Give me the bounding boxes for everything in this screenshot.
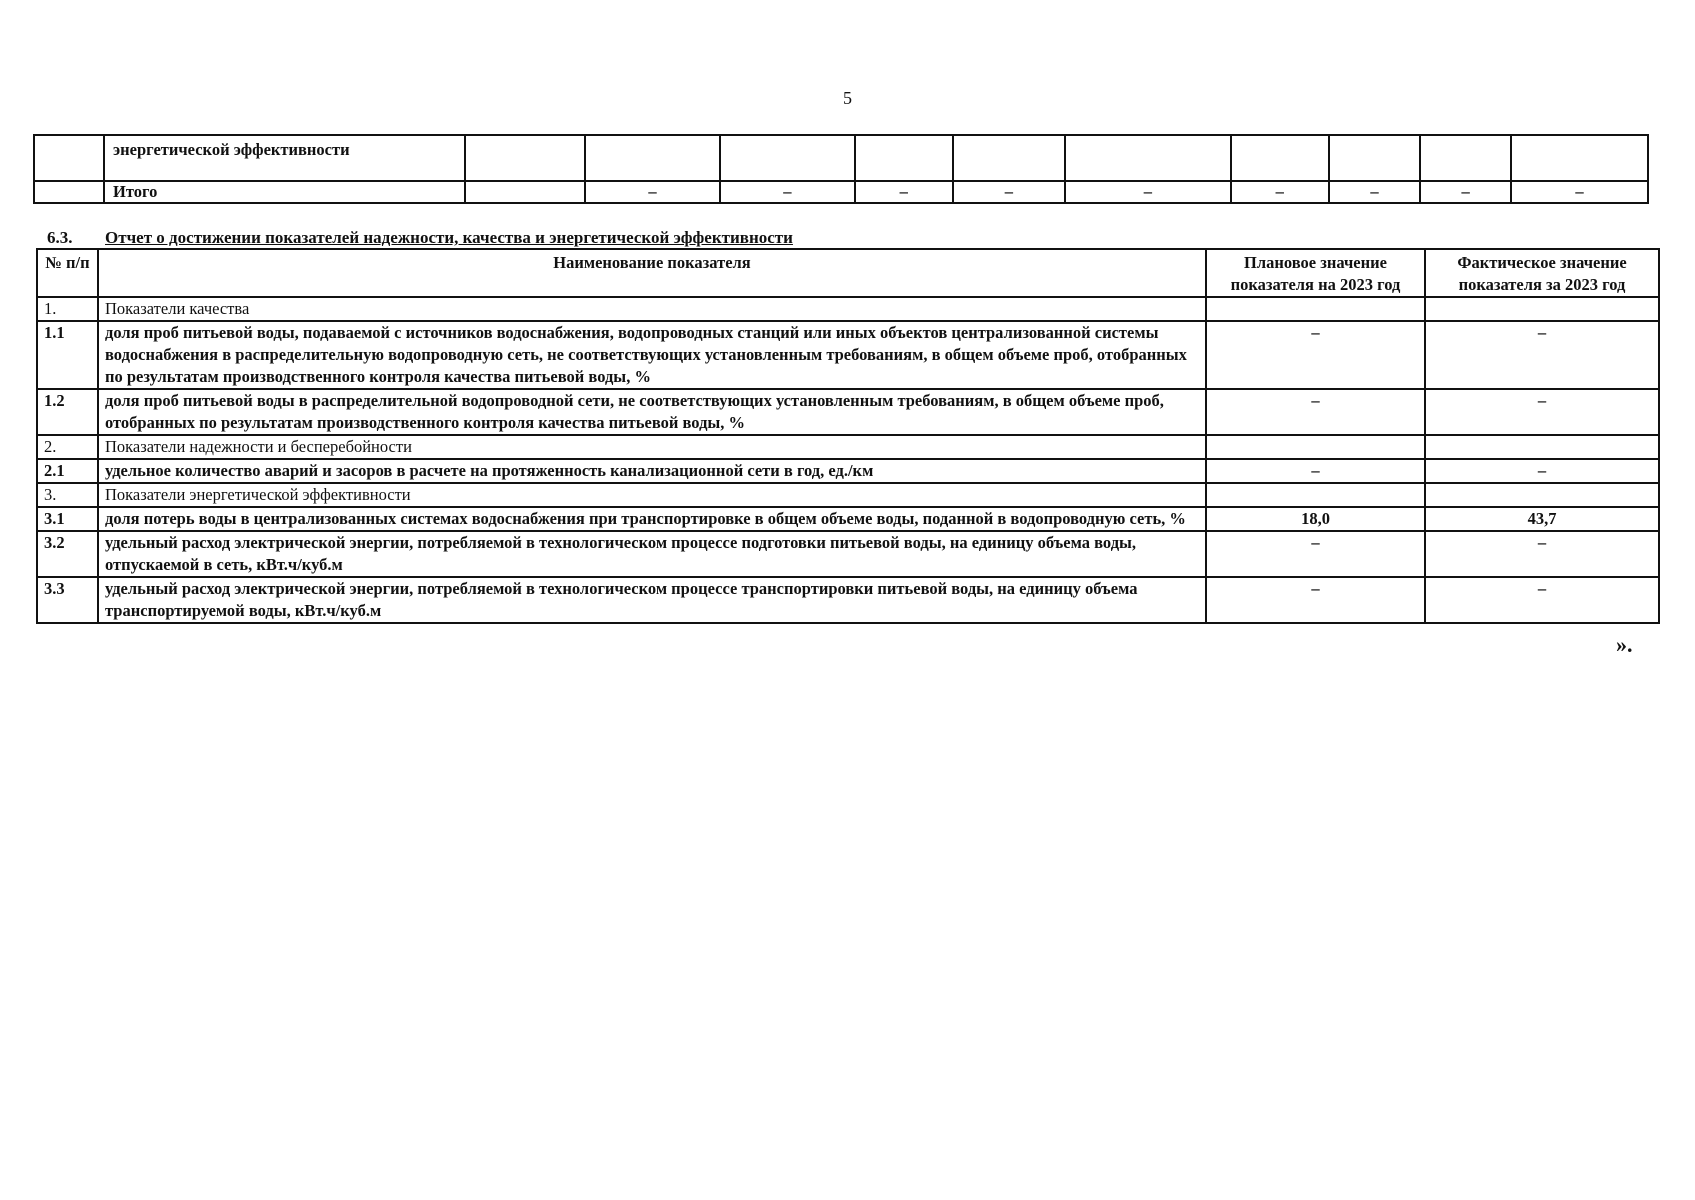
- cell: –: [855, 181, 953, 203]
- row-actual: –: [1425, 531, 1659, 577]
- row-name: Показатели энергетической эффективности: [98, 483, 1206, 507]
- row-number: [34, 135, 104, 181]
- row-actual: –: [1425, 459, 1659, 483]
- row-actual: –: [1425, 321, 1659, 389]
- cell: –: [1420, 181, 1511, 203]
- cell: –: [953, 181, 1065, 203]
- table-row: [37, 297, 1659, 321]
- cell: –: [585, 181, 720, 203]
- row-planned: –: [1206, 389, 1425, 435]
- row-number: 1.2: [37, 389, 98, 435]
- cell: [1420, 135, 1511, 181]
- table-header-row: [37, 249, 1659, 297]
- row-planned: [1206, 297, 1425, 321]
- row-name: Показатели качества: [98, 297, 1206, 321]
- cell: –: [1065, 181, 1231, 203]
- row-name: удельный расход электрической энергии, потребляемой в технологическом процессе транспортировки питьевой воды, на единицу объема транспортируемой воды, кВт.ч/куб.м: [98, 577, 1206, 623]
- row-label: энергетической эффективности: [104, 135, 464, 181]
- cell: [585, 135, 720, 181]
- table-row: [37, 483, 1659, 507]
- cell: [720, 135, 855, 181]
- header-actual: Фактическое значение показателя за 2023 год: [1425, 249, 1659, 297]
- row-number: 1.1: [37, 321, 98, 389]
- cell: [855, 135, 953, 181]
- cell: [1065, 135, 1231, 181]
- table-row: [37, 507, 1659, 531]
- row-name: удельное количество аварий и засоров в расчете на протяженность канализационной сети в год, ед./км: [98, 459, 1206, 483]
- section-number: 6.3.: [47, 228, 73, 247]
- cell: –: [720, 181, 855, 203]
- page-number: 5: [843, 88, 852, 108]
- closing-quote: ».: [1616, 632, 1633, 657]
- row-actual: [1425, 297, 1659, 321]
- cell: [1511, 135, 1648, 181]
- cell: [953, 135, 1065, 181]
- row-number: 2.: [37, 435, 98, 459]
- cell: –: [1329, 181, 1421, 203]
- row-name: Показатели надежности и бесперебойности: [98, 435, 1206, 459]
- row-name: доля потерь воды в централизованных системах водоснабжения при транспортировке в общем объеме воды, поданной в водопроводную сеть, %: [98, 507, 1206, 531]
- row-planned: 18,0: [1206, 507, 1425, 531]
- row-planned: –: [1206, 459, 1425, 483]
- cell: [1329, 135, 1421, 181]
- row-name: удельный расход электрической энергии, потребляемой в технологическом процессе подготовки питьевой воды, на единицу объема воды, отпускаемой в сеть, кВт.ч/куб.м: [98, 531, 1206, 577]
- table-row: [37, 321, 1659, 389]
- row-number: 2.1: [37, 459, 98, 483]
- cell: [465, 181, 586, 203]
- row-planned: –: [1206, 577, 1425, 623]
- table-row: [37, 531, 1659, 577]
- section-heading: [47, 228, 793, 248]
- cell: –: [1511, 181, 1648, 203]
- header-planned: Плановое значение показателя на 2023 год: [1206, 249, 1425, 297]
- table-row: [37, 459, 1659, 483]
- cell: [1231, 135, 1329, 181]
- row-actual: [1425, 483, 1659, 507]
- header-num: № п/п: [37, 249, 98, 297]
- row-number: 3.2: [37, 531, 98, 577]
- table-row: [37, 389, 1659, 435]
- header-name: Наименование показателя: [98, 249, 1206, 297]
- table-row: [37, 577, 1659, 623]
- row-number: 3.: [37, 483, 98, 507]
- continuation-table: [33, 134, 1649, 204]
- row-label: Итого: [104, 181, 464, 203]
- table-row: [34, 181, 1648, 203]
- row-actual: 43,7: [1425, 507, 1659, 531]
- row-actual: [1425, 435, 1659, 459]
- row-planned: [1206, 483, 1425, 507]
- indicators-table: [36, 248, 1660, 624]
- cell: [465, 135, 586, 181]
- section-title: Отчет о достижении показателей надежности, качества и энергетической эффективности: [105, 228, 793, 247]
- table-row: [34, 135, 1648, 181]
- row-actual: –: [1425, 389, 1659, 435]
- row-planned: [1206, 435, 1425, 459]
- row-planned: –: [1206, 321, 1425, 389]
- row-number: 3.3: [37, 577, 98, 623]
- row-number: 3.1: [37, 507, 98, 531]
- row-number: 1.: [37, 297, 98, 321]
- table-row: [37, 435, 1659, 459]
- row-name: доля проб питьевой воды, подаваемой с источников водоснабжения, водопроводных станций или иных объектов централизованной системы водоснабжения в распределительную водопроводную сеть, не соответствующих установленным требованиям, в общем объеме проб, отобранных по результатам производственного контроля качества питьевой воды, %: [98, 321, 1206, 389]
- cell: –: [1231, 181, 1329, 203]
- row-actual: –: [1425, 577, 1659, 623]
- row-name: доля проб питьевой воды в распределительной водопроводной сети, не соответствующих установленным требованиям, в общем объеме проб, отобранных по результатам производственного контроля качества питьевой воды, %: [98, 389, 1206, 435]
- row-planned: –: [1206, 531, 1425, 577]
- row-number: [34, 181, 104, 203]
